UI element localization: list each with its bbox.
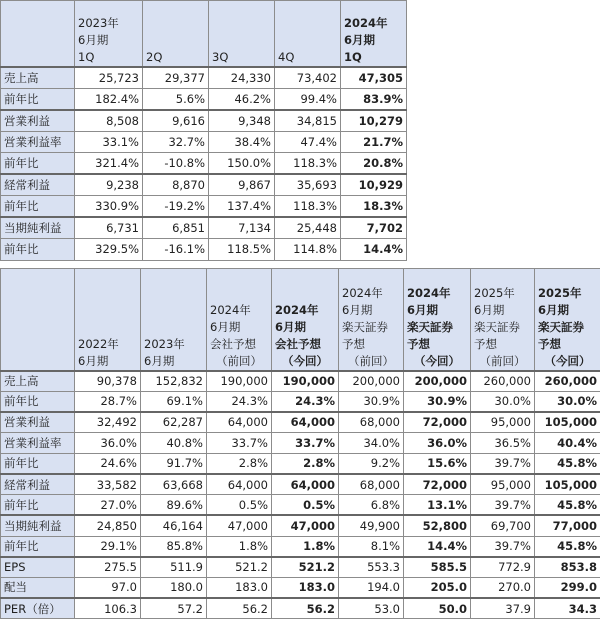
table-row (1, 131, 407, 153)
table-cell: 36.0% (404, 433, 471, 454)
row-label: 前年比 (1, 196, 75, 218)
table-cell: 182.4% (75, 88, 143, 110)
column-header-line: 2024年 (210, 302, 268, 319)
column-header-line: 2024年 (342, 285, 400, 302)
table-row (1, 433, 600, 454)
table-cell: 0.5% (272, 495, 339, 516)
table-cell: 46.2% (209, 88, 275, 110)
table-cell: 2.8% (272, 453, 339, 474)
row-label: EPS (1, 557, 75, 578)
table-cell: 33.1% (75, 131, 143, 153)
row-label: 前年比 (1, 495, 75, 516)
table-row (1, 474, 600, 495)
table-cell: 69.1% (141, 391, 207, 412)
table-cell: 33,582 (75, 474, 141, 495)
table-cell: 7,702 (341, 217, 407, 239)
table-cell: 6,731 (75, 217, 143, 239)
table-cell: 106.3 (75, 598, 141, 619)
column-header-line: 6月期 (407, 302, 467, 319)
column-header-line: 3Q (212, 49, 271, 66)
row-label: 営業利益 (1, 110, 75, 132)
table-cell: 95,000 (471, 474, 535, 495)
row-label: 前年比 (1, 239, 75, 261)
table-cell: 0.5% (207, 495, 272, 516)
column-header-line: 楽天証券 (407, 319, 467, 336)
table-cell: 200,000 (339, 371, 404, 392)
column-header (143, 1, 209, 67)
table-cell: 62,287 (141, 412, 207, 433)
column-header (75, 269, 141, 371)
column-header-line: （今回） (407, 353, 467, 370)
column-header-line: 6月期 (474, 302, 531, 319)
table-cell: 32.7% (143, 131, 209, 153)
table-cell: 183.0 (207, 577, 272, 598)
table-cell: 90,378 (75, 371, 141, 392)
table-cell: 118.3% (275, 196, 341, 218)
table-cell: 39.7% (471, 536, 535, 557)
table-cell: 24.3% (272, 391, 339, 412)
table-cell: 85.8% (141, 536, 207, 557)
table-cell: 772.9 (471, 557, 535, 578)
table-cell: 853.8 (535, 557, 600, 578)
table-cell: 56.2 (272, 598, 339, 619)
column-header-line: 1Q (344, 49, 403, 66)
table-cell: 194.0 (339, 577, 404, 598)
table-cell: 97.0 (75, 577, 141, 598)
table-cell: 200,000 (404, 371, 471, 392)
table-row (1, 110, 407, 132)
column-header (404, 269, 471, 371)
table-cell: 8,870 (143, 174, 209, 196)
table-cell: 47,000 (207, 515, 272, 536)
table-cell: 585.5 (404, 557, 471, 578)
table-cell: 30.9% (339, 391, 404, 412)
column-header-line: 予想 (474, 336, 531, 353)
table-cell: 15.6% (404, 453, 471, 474)
table-row (1, 495, 600, 516)
column-header-line: 2023年 (78, 15, 139, 32)
table-cell: 6.8% (339, 495, 404, 516)
row-label: 当期純利益 (1, 515, 75, 536)
table-cell: 99.4% (275, 88, 341, 110)
table-cell: 73,402 (275, 67, 341, 89)
table-cell: 2.8% (207, 453, 272, 474)
table-cell: 24.6% (75, 453, 141, 474)
column-header (207, 269, 272, 371)
table-cell: 49,900 (339, 515, 404, 536)
table-cell: 45.8% (535, 495, 600, 516)
table-cell: 18.3% (341, 196, 407, 218)
column-header-line: 予想 (538, 336, 597, 353)
table-cell: 39.7% (471, 453, 535, 474)
table-cell: 64,000 (272, 474, 339, 495)
table-cell: 10,279 (341, 110, 407, 132)
row-label: 売上高 (1, 371, 75, 392)
table-cell: 40.4% (535, 433, 600, 454)
table-cell: 46,164 (141, 515, 207, 536)
table-cell: 553.3 (339, 557, 404, 578)
table-cell: 24,850 (75, 515, 141, 536)
column-header-line: 2022年 (78, 336, 137, 353)
table-cell: 330.9% (75, 196, 143, 218)
table-cell: 68,000 (339, 474, 404, 495)
column-header-line: （前回） (210, 353, 268, 370)
column-header-line: 2024年 (407, 285, 467, 302)
row-label: 経常利益 (1, 474, 75, 495)
column-header (75, 1, 143, 67)
table-cell: 53.0 (339, 598, 404, 619)
row-label: 経常利益 (1, 174, 75, 196)
column-header (339, 269, 404, 371)
table-cell: 36.5% (471, 433, 535, 454)
table-cell: 5.6% (143, 88, 209, 110)
column-header-line: 2025年 (538, 285, 597, 302)
table-cell: 56.2 (207, 598, 272, 619)
table-cell: 30.0% (535, 391, 600, 412)
table-row (1, 412, 600, 433)
table-cell: 8.1% (339, 536, 404, 557)
column-header-line: 会社予想 (275, 336, 335, 353)
table-cell: 118.5% (209, 239, 275, 261)
column-header-line: （前回） (474, 353, 531, 370)
table-cell: 260,000 (535, 371, 600, 392)
table-cell: 8,508 (75, 110, 143, 132)
table-cell: 9,867 (209, 174, 275, 196)
table-cell: 20.8% (341, 153, 407, 175)
table-cell: 521.2 (207, 557, 272, 578)
column-header-line: 1Q (78, 49, 139, 66)
table-cell: 34,815 (275, 110, 341, 132)
table-cell: 275.5 (75, 557, 141, 578)
table-cell: 9,238 (75, 174, 143, 196)
table-cell: 521.2 (272, 557, 339, 578)
column-header-line: 楽天証券 (538, 319, 597, 336)
row-label: 売上高 (1, 67, 75, 89)
table-row (1, 391, 600, 412)
row-label: 営業利益 (1, 412, 75, 433)
table-row (1, 67, 407, 89)
table-cell: 47.4% (275, 131, 341, 153)
column-header-line: 6月期 (144, 353, 203, 370)
table-cell: 24,330 (209, 67, 275, 89)
table-cell: 63,668 (141, 474, 207, 495)
table-cell: 9,616 (143, 110, 209, 132)
table-row (1, 174, 407, 196)
table-cell: 6,851 (143, 217, 209, 239)
table-cell: 52,800 (404, 515, 471, 536)
column-header-line: （前回） (342, 353, 400, 370)
table-cell: 47,305 (341, 67, 407, 89)
table-cell: -19.2% (143, 196, 209, 218)
row-label: 当期純利益 (1, 217, 75, 239)
table-cell: 9.2% (339, 453, 404, 474)
table-row (1, 196, 407, 218)
table-cell: 34.3 (535, 598, 600, 619)
table-cell: -10.8% (143, 153, 209, 175)
column-header (272, 269, 339, 371)
table-cell: 45.8% (535, 453, 600, 474)
column-header-line: 6月期 (78, 32, 139, 49)
row-label: 前年比 (1, 453, 75, 474)
table-row (1, 88, 407, 110)
table-cell: 270.0 (471, 577, 535, 598)
table-cell: 180.0 (141, 577, 207, 598)
header-row (1, 269, 600, 371)
annual-forecast-table (0, 268, 600, 619)
table-cell: 105,000 (535, 412, 600, 433)
table-cell: 64,000 (207, 474, 272, 495)
column-header-line: 会社予想 (210, 336, 268, 353)
column-header (209, 1, 275, 67)
table-cell: 118.3% (275, 153, 341, 175)
table-cell: 183.0 (272, 577, 339, 598)
table-cell: 37.9 (471, 598, 535, 619)
table-row (1, 536, 600, 557)
table-cell: 13.1% (404, 495, 471, 516)
table-cell: 29.1% (75, 536, 141, 557)
table-cell: 299.0 (535, 577, 600, 598)
table-row (1, 239, 407, 261)
table-cell: 57.2 (141, 598, 207, 619)
column-header-line: 6月期 (210, 319, 268, 336)
column-header-line: 6月期 (78, 353, 137, 370)
column-header-line: 予想 (342, 336, 400, 353)
table-cell: 14.4% (404, 536, 471, 557)
column-header-line: （今回） (275, 353, 335, 370)
row-label: 営業利益率 (1, 433, 75, 454)
column-header (341, 1, 407, 67)
table-cell: 72,000 (404, 474, 471, 495)
column-header-line: 4Q (278, 49, 337, 66)
table-cell: 1.8% (272, 536, 339, 557)
table-row (1, 557, 600, 578)
table-cell: 25,723 (75, 67, 143, 89)
quarterly-results-table (0, 0, 407, 261)
table-cell: 1.8% (207, 536, 272, 557)
table-cell: 190,000 (272, 371, 339, 392)
table-cell: 321.4% (75, 153, 143, 175)
table-cell: 14.4% (341, 239, 407, 261)
column-header-line: 2Q (146, 49, 205, 66)
row-label: 前年比 (1, 536, 75, 557)
table-cell: 69,700 (471, 515, 535, 536)
table-cell: 9,348 (209, 110, 275, 132)
table-cell: 83.9% (341, 88, 407, 110)
table-cell: 29,377 (143, 67, 209, 89)
table-cell: 114.8% (275, 239, 341, 261)
table-cell: 10,929 (341, 174, 407, 196)
table-row (1, 453, 600, 474)
table-cell: 24.3% (207, 391, 272, 412)
table-cell: 34.0% (339, 433, 404, 454)
table-cell: 30.9% (404, 391, 471, 412)
table-cell: 329.5% (75, 239, 143, 261)
table-cell: 68,000 (339, 412, 404, 433)
column-header-line: 2024年 (275, 302, 335, 319)
column-header (141, 269, 207, 371)
column-header-line: 2025年 (474, 285, 531, 302)
table-cell: 95,000 (471, 412, 535, 433)
header-row (1, 1, 407, 67)
table-cell: 36.0% (75, 433, 141, 454)
table-cell: 33.7% (207, 433, 272, 454)
table-cell: 152,832 (141, 371, 207, 392)
table-cell: 260,000 (471, 371, 535, 392)
table-cell: 91.7% (141, 453, 207, 474)
row-label: 前年比 (1, 88, 75, 110)
column-header-line: 6月期 (344, 32, 403, 49)
column-header-line: 楽天証券 (342, 319, 400, 336)
row-label: 営業利益率 (1, 131, 75, 153)
table-cell: 47,000 (272, 515, 339, 536)
row-label: PER（倍） (1, 598, 75, 619)
table-row (1, 217, 407, 239)
column-header-line: 楽天証券 (474, 319, 531, 336)
column-header-line: 予想 (407, 336, 467, 353)
row-label: 配当 (1, 577, 75, 598)
table-cell: 64,000 (207, 412, 272, 433)
column-header-line: 6月期 (342, 302, 400, 319)
table-cell: 77,000 (535, 515, 600, 536)
column-header (275, 1, 341, 67)
table-cell: 38.4% (209, 131, 275, 153)
table-row (1, 515, 600, 536)
table-cell: 64,000 (272, 412, 339, 433)
table-cell: 27.0% (75, 495, 141, 516)
table-cell: 50.0 (404, 598, 471, 619)
table-cell: 7,134 (209, 217, 275, 239)
column-header-line: 2023年 (144, 336, 203, 353)
table-cell: 30.0% (471, 391, 535, 412)
column-header (471, 269, 535, 371)
table-cell: 33.7% (272, 433, 339, 454)
table-row (1, 577, 600, 598)
table-cell: 137.4% (209, 196, 275, 218)
table-cell: 72,000 (404, 412, 471, 433)
table-cell: 21.7% (341, 131, 407, 153)
table-cell: 150.0% (209, 153, 275, 175)
row-label: 前年比 (1, 391, 75, 412)
table-cell: 35,693 (275, 174, 341, 196)
table-cell: 28.7% (75, 391, 141, 412)
table-cell: 89.6% (141, 495, 207, 516)
table-cell: -16.1% (143, 239, 209, 261)
table-row (1, 371, 600, 392)
table-cell: 511.9 (141, 557, 207, 578)
header-corner-cell (1, 1, 75, 67)
column-header-line: 6月期 (275, 319, 335, 336)
column-header-line: 6月期 (538, 302, 597, 319)
column-header (535, 269, 600, 371)
table-cell: 39.7% (471, 495, 535, 516)
table-row (1, 598, 600, 619)
row-label: 前年比 (1, 153, 75, 175)
header-corner-cell (1, 269, 75, 371)
column-header-line: （今回） (538, 353, 597, 370)
table-cell: 45.8% (535, 536, 600, 557)
table-cell: 205.0 (404, 577, 471, 598)
table-row (1, 153, 407, 175)
table-cell: 40.8% (141, 433, 207, 454)
table-cell: 190,000 (207, 371, 272, 392)
column-header-line: 2024年 (344, 15, 403, 32)
table-cell: 32,492 (75, 412, 141, 433)
table-cell: 25,448 (275, 217, 341, 239)
table-cell: 105,000 (535, 474, 600, 495)
